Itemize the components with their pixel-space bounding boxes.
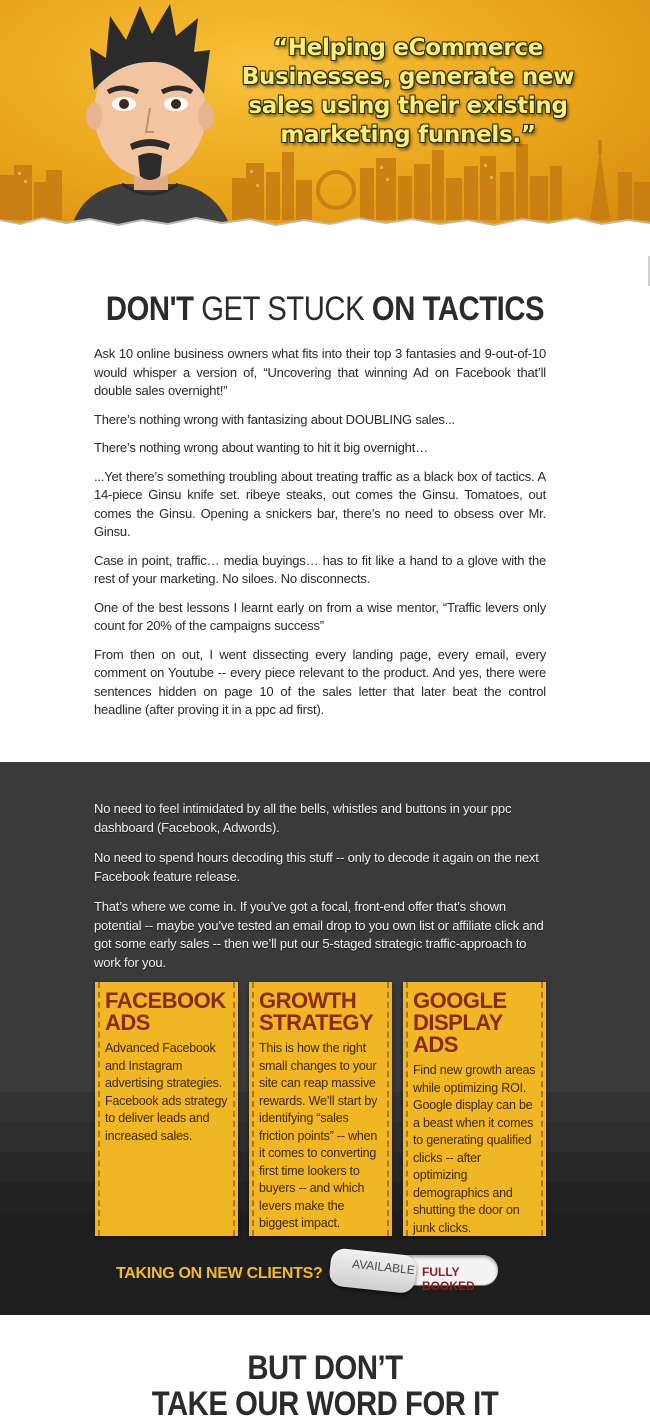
service-card-google-display-ads — [403, 982, 546, 1236]
service-card-title: GROWTH STRATEGY — [259, 988, 374, 1035]
tactics-paragraph: Ask 10 online business owners what fits into their top 3 fantasies and 9-out-of-10 would whisper a version of, “Uncovering that winning Ad on Facebook that’ll double sales overnight!” — [94, 346, 546, 398]
toggle-option-fully-booked[interactable]: FULLY BOOKED — [422, 1265, 475, 1293]
tactics-heading-bold1: DON'T — [105, 290, 194, 328]
services-section — [0, 762, 650, 1315]
tactics-heading-bold2: ON TACTICS — [371, 290, 545, 328]
service-card-text: Find new growth areas while optimizing ROI. Google display can be a beast when it comes to generating qualified clicks -- after optimizing demographics and shutting the door on junk clicks. — [413, 1063, 536, 1235]
services-paragraph: No need to feel intimidated by all the bells, whistles and buttons in your ppc dashboard (Facebook, Adwords). — [94, 801, 512, 835]
tactics-paragraph: There’s nothing wrong with fantasizing about DOUBLING sales... — [94, 411, 455, 427]
service-card-facebook-ads — [95, 982, 238, 1236]
testimonials-heading-bold: DON’T — [313, 1349, 403, 1387]
services-paragraph: That’s where we come in. If you’ve got a focal, front-end offer that’s shown potential -- maybe you’ve tested an email drop to you own list or affiliate click and got some early sales -- then we’ll put our 5-staged strategic traffic-approach to work for you. — [94, 899, 544, 970]
tactics-heading — [46, 290, 605, 329]
services-intro — [94, 800, 548, 984]
tactics-paragraph: From then on out, I went dissecting every landing page, every email, every comment on Youtube -- every piece relevant to the product. And yes, there were sentences hidden on page 10 of the sales letter that later beat the control headline (after proving it in a ppc ad first). — [94, 646, 546, 717]
service-card-growth-strategy — [249, 982, 392, 1236]
service-card-title: GOOGLE DISPLAY ADS — [413, 988, 507, 1057]
availability-toggle[interactable] — [330, 1250, 500, 1293]
torn-paper-edge — [0, 214, 650, 232]
service-card-text: This is how the right small changes to your site can reap massive rewards. We’ll start by identifying “sales friction points” -- when it comes to converting first time lookers to buyers -- and which levers make the biggest impact. — [259, 1041, 378, 1230]
hero-tagline: “Helping eCommerce Businesses, generate new sales using their existing marketing funnels.” — [241, 35, 575, 148]
toggle-option-available[interactable]: AVAILABLE — [351, 1256, 416, 1278]
tactics-body — [94, 345, 546, 730]
testimonials-heading-line2: TAKE OUR WORD FOR IT — [151, 1385, 499, 1423]
service-card-title: FACEBOOK ADS — [105, 988, 226, 1035]
service-card-text: Advanced Facebook and Instagram advertising strategies. Facebook ads strategy to deliver leads and increased sales. — [105, 1041, 228, 1143]
new-clients-label: TAKING ON NEW CLIENTS? — [116, 1265, 323, 1282]
tactics-paragraph: ...Yet there’s something troubling about treating traffic as a black box of tactics. A 14-piece Ginsu knife set. ribeye steaks, out comes the Ginsu. Tomatoes, out comes the Ginsu. Opening a snickers bar, there’s no need to obsess over Mr. Ginsu. — [94, 468, 546, 539]
services-paragraph: No need to spend hours decoding this stuff -- only to decode it again on the next Facebook feature release. — [94, 850, 539, 884]
tactics-paragraph: One of the best lessons I learnt early on from a wise mentor, “Traffic levers only count for 20% of the campaigns success” — [94, 599, 546, 633]
tactics-heading-normal: GET STUCK — [201, 290, 365, 328]
hero-banner — [0, 0, 650, 232]
tactics-paragraph: Case in point, traffic… media buyings… has to fit like a hand to a glove with the rest of your marketing. No siloes. No disconnects. — [94, 552, 546, 586]
avatar — [60, 0, 240, 232]
testimonials-heading — [46, 1350, 605, 1422]
testimonials-heading-normal: BUT — [247, 1349, 307, 1387]
tactics-paragraph: There’s nothing wrong about wanting to hit it big overnight… — [94, 440, 428, 455]
